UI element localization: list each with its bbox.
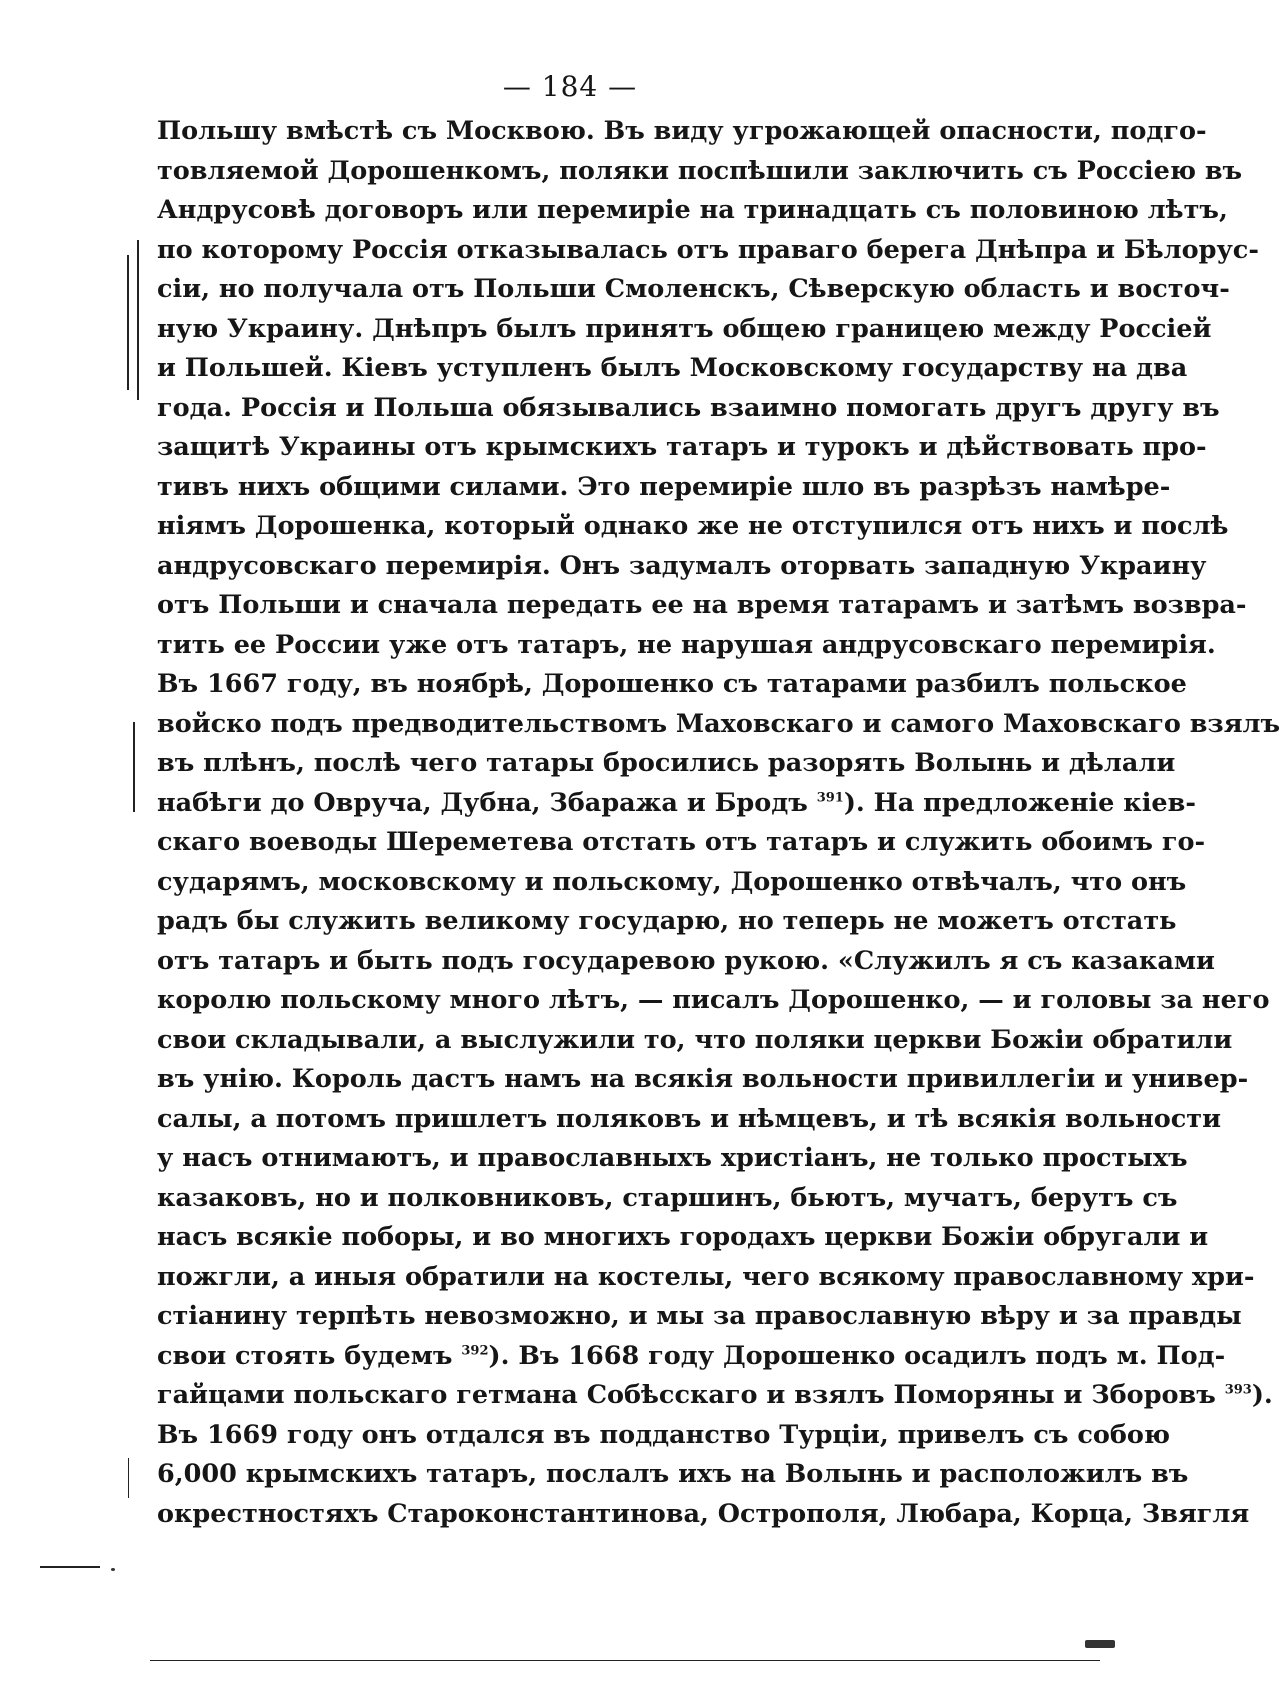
margin-mark (128, 1458, 129, 1498)
text-line: королю польскому много лѣтъ, — писалъ Дорошенко, — и головы за него (157, 985, 1270, 1015)
text-line: сударямъ, московскому и польскому, Дорошенко отвѣчалъ, что онъ (157, 866, 1187, 897)
scan-speck (1085, 1640, 1115, 1648)
text-segment: набѣги до Овруча, Дубна, Збаража и Бродъ (157, 787, 808, 818)
text-line-with-footnote (157, 1376, 1273, 1416)
text-segment: ). На предложеніе кіев- (843, 787, 1196, 818)
text-line: стіанину терпѣть невозможно, и мы за православную вѣру и за правды (157, 1301, 1242, 1331)
text-line: ную Украину. Днѣпръ былъ принятъ общею границею между Россіей (157, 313, 1212, 344)
page-number: — 184 — (502, 70, 638, 103)
text-line: скаго воеводы Шереметева отстать отъ татаръ и служить обоимъ го- (157, 827, 1206, 857)
text-segment: ). Въ 1668 году Дорошенко осадилъ подъ м. Под- (488, 1340, 1226, 1371)
text-line: и Польшей. Кіевъ уступленъ былъ Московскому государству на два (157, 353, 1188, 383)
text-line: по которому Россія отказывалась отъ праваго берега Днѣпра и Бѣлорус- (157, 234, 1259, 265)
footnote-ref: 393 (1224, 1382, 1252, 1398)
text-line-with-footnote (157, 1337, 1226, 1377)
scan-speck (111, 1568, 115, 1571)
text-line: салы, а потомъ пришлетъ поляковъ и нѣмцевъ, и тѣ всякія вольности (157, 1103, 1222, 1134)
text-line: казаковъ, но и полковниковъ, старшинъ, бьютъ, мучатъ, берутъ съ (157, 1182, 1178, 1213)
margin-mark (127, 255, 129, 390)
text-line: товляемой Дорошенкомъ, поляки поспѣшили заключить съ Россіею въ (157, 155, 1243, 186)
text-line: свои складывали, а выслужили то, что поляки церкви Божіи обратили (157, 1024, 1233, 1055)
text-line: сіи, но получала отъ Польши Смоленскъ, Сѣверскую область и восточ- (157, 274, 1230, 304)
footnote-ref: 391 (816, 790, 844, 805)
body-text (157, 112, 1280, 1534)
text-line: пожгли, а иныя обратили на костелы, чего всякому православному хри- (157, 1261, 1255, 1292)
text-line: ніямъ Дорошенка, который однако же не отступился отъ нихъ и послѣ (157, 511, 1229, 541)
text-line: защитѣ Украины отъ крымскихъ татаръ и турокъ и дѣйствовать про- (157, 432, 1207, 462)
text-segment: ). (1251, 1380, 1273, 1410)
text-line: тивъ нихъ общими силами. Это перемиріе шло въ разрѣзъ намѣре- (157, 471, 1171, 502)
text-line: года. Россія и Польша обязывались взаимно помогать другъ другу въ (157, 392, 1220, 423)
text-line: отъ татаръ и быть подъ государевою рукою. «Служилъ я съ казаками (157, 945, 1215, 976)
text-segment: гайцами польскаго гетмана Собѣсскаго и взялъ Поморяны и Зборовъ (157, 1380, 1216, 1410)
text-line: Въ 1667 году, въ ноябрѣ, Дорошенко съ татарами разбилъ польское (157, 669, 1187, 699)
scan-rule (150, 1660, 1100, 1661)
text-line: насъ всякіе поборы, и во многихъ городахъ церкви Божіи обругали и (157, 1222, 1209, 1252)
footnote-ref: 392 (461, 1343, 489, 1358)
text-line: Польшу вмѣстѣ съ Москвою. Въ виду угрожающей опасности, подго- (157, 116, 1207, 146)
text-line: Въ 1669 году онъ отдался въ подданство Турціи, привелъ съ собою (157, 1419, 1171, 1450)
text-line: тить ее России уже отъ татаръ, не нарушая андрусовскаго перемирія. (157, 629, 1216, 660)
text-line: въ плѣнъ, послѣ чего татары бросились разорять Волынь и дѣлали (157, 748, 1176, 778)
text-line: у насъ отнимаютъ, и православныхъ христіанъ, не только простыхъ (157, 1143, 1188, 1173)
text-line-with-footnote (157, 784, 1196, 824)
margin-mark (137, 240, 139, 400)
text-line: окрестностяхъ Староконстантинова, Острополя, Любара, Корца, Звягля (157, 1498, 1250, 1529)
text-line: 6,000 крымскихъ татаръ, послалъ ихъ на Волынь и расположилъ въ (157, 1459, 1189, 1489)
text-line: отъ Польши и сначала передать ее на время татарамъ и затѣмъ возвра- (157, 590, 1247, 620)
text-line: въ унію. Король дастъ намъ на всякія вольности привиллегіи и универ- (157, 1064, 1249, 1094)
margin-mark (133, 722, 135, 812)
text-line: войско подъ предводительствомъ Маховскаго и самого Маховскаго взялъ (157, 708, 1280, 739)
text-line: Андрусовѣ договоръ или перемиріе на тринадцать съ половиною лѣтъ, (157, 195, 1228, 225)
text-line: радъ бы служить великому государю, но теперь не можетъ отстать (157, 906, 1177, 936)
text-line: андрусовскаго перемирія. Онъ задумалъ оторвать западную Украину (157, 550, 1207, 581)
scan-rule (40, 1566, 100, 1568)
text-segment: свои стоять будемъ (157, 1340, 453, 1371)
